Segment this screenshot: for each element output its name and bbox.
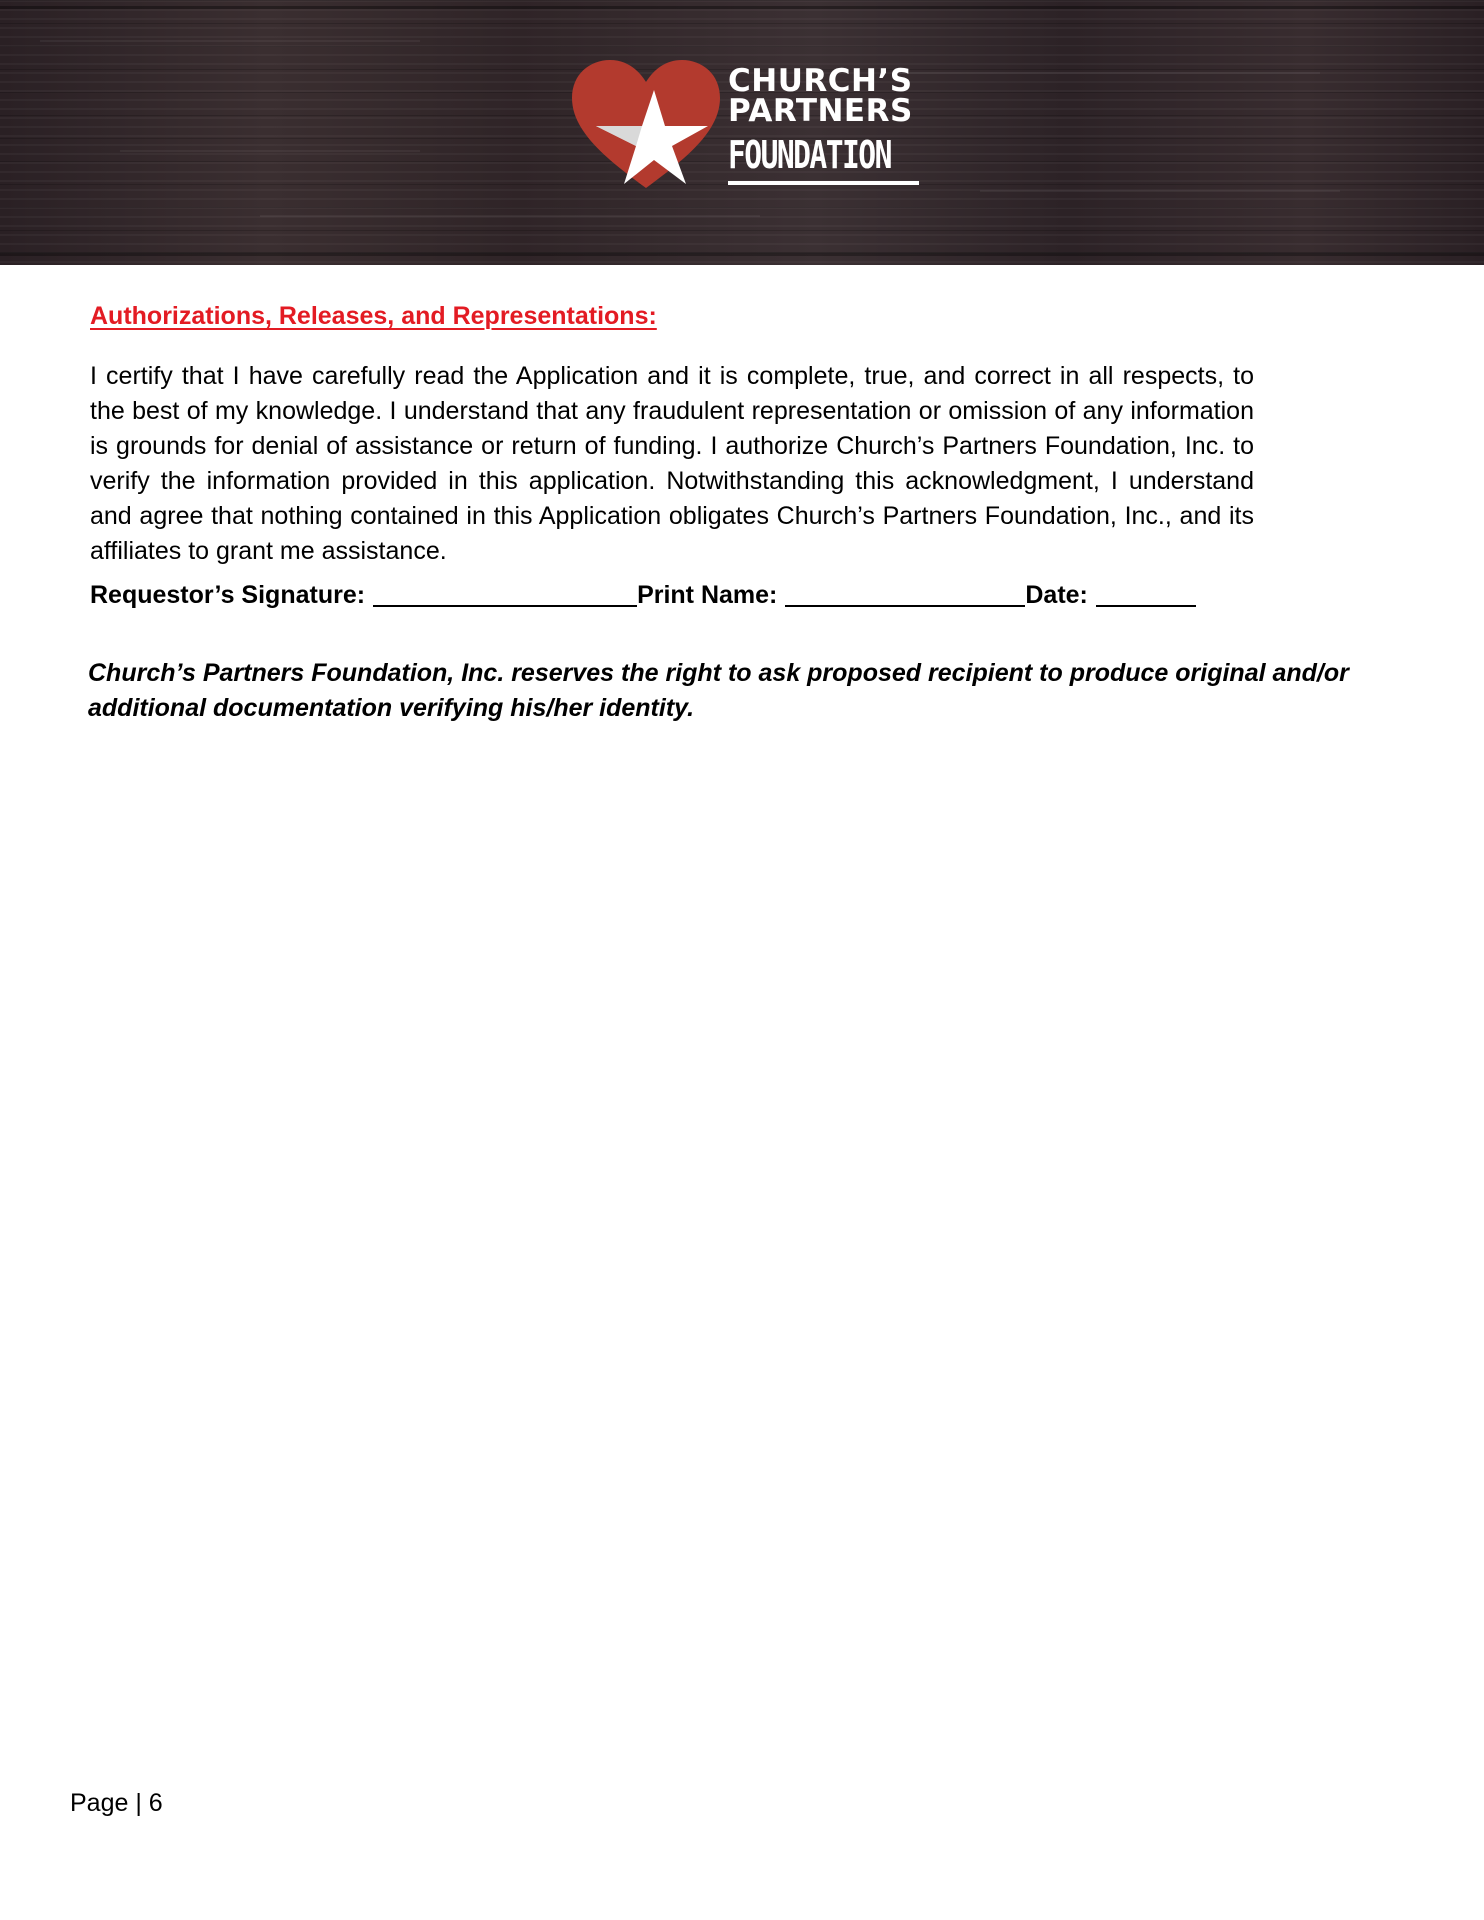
authorization-section [90,300,1254,611]
section-heading: Authorizations, Releases, and Representations: [90,302,657,330]
date-field[interactable] [1096,581,1196,607]
print-name-field[interactable] [785,581,1025,607]
signature-label: Requestor’s Signature: [90,581,366,609]
organization-logo [568,60,928,195]
logo-line-foundation: FOUNDATION [728,133,891,177]
signature-row [90,579,1254,611]
logo-underline [728,181,919,185]
logo-wordmark [728,63,928,177]
heart-star-icon [568,60,723,195]
logo-line-churchs: CHURCH’S [728,63,913,99]
print-name-label: Print Name: [637,581,778,609]
certification-paragraph: I certify that I have carefully read the Application and it is complete, true, and correct in all respects, to the best of my knowledge. I understand that any fraudulent representation or omission of any information is grounds for denial of assistance or return of funding. I authorize Church’s Partners Foundation, Inc. to verify the information provided in this application. Notwithstanding this acknowledgment, I understand and agree that nothing contained in this Application obligates Church’s Partners Foundation, Inc., and its affiliates to grant me assistance. [90,362,1254,565]
page-number: Page | 6 [70,1789,163,1817]
documentation-note: Church’s Partners Foundation, Inc. reserves the right to ask proposed recipient to produce original and/or additional documentation verifying his/her identity. [88,659,1349,722]
logo-line-partners: PARTNERS [728,93,913,129]
header-banner [0,0,1484,265]
date-label: Date: [1025,581,1088,609]
signature-field[interactable] [373,581,637,607]
